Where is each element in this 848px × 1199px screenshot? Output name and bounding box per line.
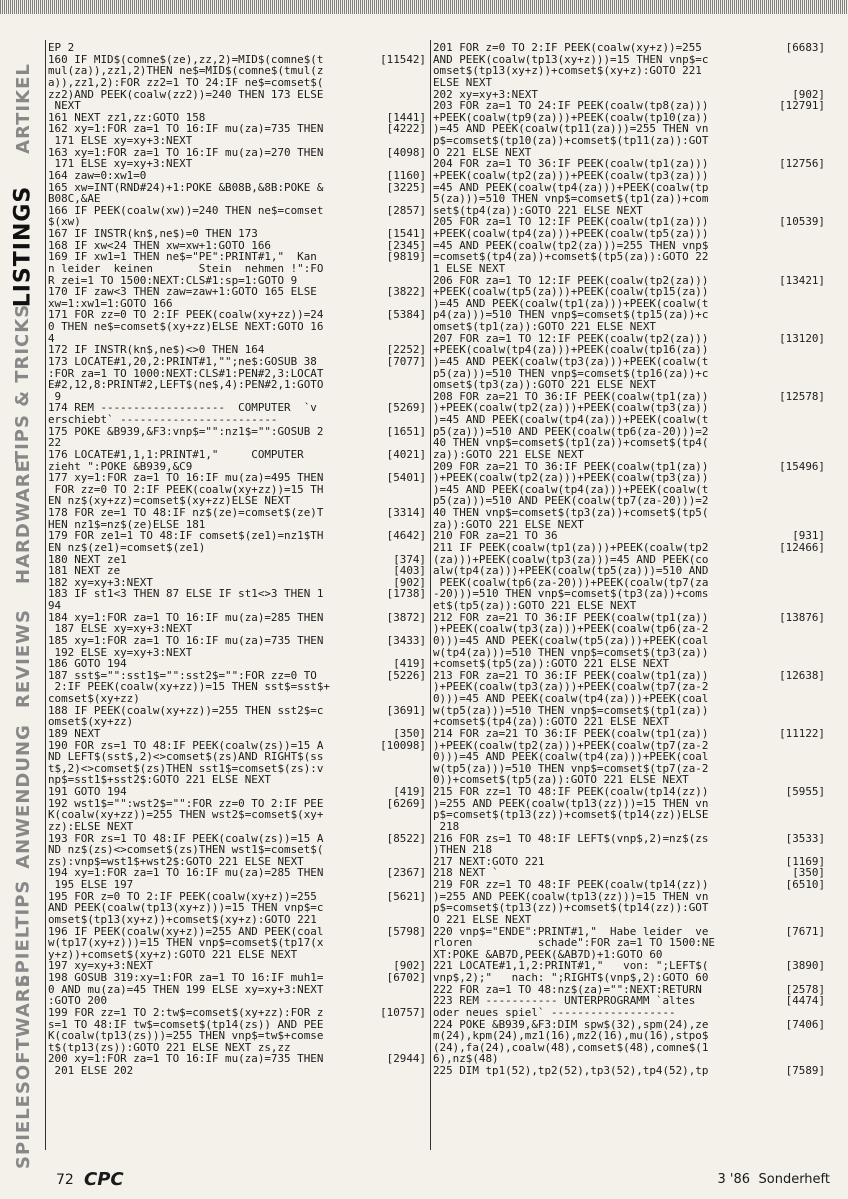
code-text: AND PEEK(coalw(tp13(xy+z)))=15 THEN vnp$=c [48,901,324,915]
code-line [48,426,426,438]
code-text: ELSE NEXT [433,75,493,89]
code-text: 171 FOR zz=0 TO 2:IF PEEK(coalw(xy+zz))=24 [48,308,324,322]
line-checksum: [902] [792,87,825,101]
code-text: )+PEEK(coalw(tp2(za)))+PEEK(coalw(tp3(za)) [433,471,709,485]
code-text: 179 FOR ze1=1 TO 48:IF comset$(ze1)=nz1$TH [48,529,324,543]
line-checksum: [5384] [386,308,426,322]
section-index [4,40,42,1169]
code-text: 192 ELSE xy=xy+3:NEXT [48,645,193,659]
code-text: omset$(tp13(xy+z))+comset$(xy+z):GOTO 221 [48,912,317,926]
column-divider-mid [430,40,431,1150]
code-text: 5(za)))=510 THEN vnp$=comset$(tp1(za))+com [433,192,709,206]
code-text: 223 REM ----------- UNTERPROGRAMM `altes [433,994,696,1008]
line-checksum: [7671] [785,924,825,938]
code-text: 164 zaw=0:xw1=0 [48,168,147,182]
code-text: m(24),kpm(24),mz1(16),mz2(16),mu(16),stpo$ [433,1029,709,1043]
code-text: 175 POKE &B939,&F3:vnp$="":nz1$="":GOSUB 2 [48,424,324,438]
code-text: 194 xy=1:FOR za=1 TO 16:IF mu(za)=285 THEN [48,866,324,880]
code-text: comset$(xy+zz) [48,692,140,705]
code-text: 222 FOR za=1 TO 48:nz$(za)="":NEXT:RETURN [433,982,702,996]
code-text: xw=1:xw1=1:GOTO 166 [48,296,173,310]
code-text: 169 IF xw1=1 THEN ne$="PE":PRINT#1," Kan [48,250,317,264]
line-checksum: [10098] [380,738,426,752]
line-checksum: [1541] [386,227,426,240]
code-text: PEEK(coalw(tp6(za-20)))+PEEK(coalw(tp7(za [433,575,709,589]
code-text: K(coalw(tp13(zs)))=255 THEN vnp$=tw$+comse [48,1029,324,1043]
code-text: 40 THEN vnp$=comset$(tp3(za))+comset$(tp5( [433,506,709,519]
code-text: 200 xy=1:FOR za=1 TO 16:IF mu(za)=735 THEN [48,1052,324,1066]
code-text: 209 FOR za=21 TO 36:IF PEEK(coalw(tp1(za)) [433,459,709,473]
line-checksum: [11122] [779,726,825,740]
code-text: 218 NEXT ` [433,866,499,880]
line-checksum: [419] [393,657,426,671]
code-text: 188 IF PEEK(coalw(xy+zz))=255 THEN sst2$=c [48,703,324,717]
code-text: 221 LOCATE#1,1,2:PRINT#1," von: ";LEFT$( [433,959,709,973]
code-text: zieht ":POKE &B939,&C9 [48,459,193,473]
line-checksum: [13120] [779,331,825,345]
line-checksum: [12756] [779,157,825,171]
code-text: 201 ELSE 202 [48,1064,134,1077]
column-divider-left [45,40,46,1150]
code-text: +PEEK(coalw(tp4(za)))+PEEK(coalw(tp5(za))) [433,227,709,240]
code-text: 176 LOCATE#1,1,1:PRINT#1," COMPUTER [48,447,304,461]
line-checksum: [902] [393,575,426,589]
code-text: 220 vnp$="ENDE":PRINT#1," Habe leider ve [433,924,709,938]
line-checksum: [6269] [386,796,426,810]
code-text: zz):ELSE NEXT [48,819,134,833]
code-text: )+PEEK(coalw(tp2(za)))+PEEK(coalw(tp7(za-2 [433,738,709,752]
line-checksum: [2944] [386,1052,426,1066]
code-line [48,205,426,217]
code-text: 196 IF PEEK(coalw(xy+z))=255 AND PEEK(coal [48,924,324,938]
section-tab [4,40,42,178]
code-text: 193 FOR zs=1 TO 48:IF PEEK(coalw(zs))=15 A [48,831,324,845]
listing-column-right [433,42,825,1077]
code-text: w(tp4(za)))=510 THEN vnp$=comset$(tp3(za)) [433,645,709,659]
line-checksum: [1169] [785,854,825,868]
line-checksum: [3872] [386,610,426,624]
code-text: 207 FOR za=1 TO 12:IF PEEK(coalw(tp2(za))) [433,331,709,345]
code-text: 170 IF zaw<3 THEN zaw=zaw+1:GOTO 165 ELSE [48,285,317,299]
line-checksum: [5621] [386,889,426,903]
code-text: 203 FOR za=1 TO 24:IF PEEK(coalw(tp8(za))) [433,99,709,113]
line-checksum: [1738] [386,587,426,601]
issue-label: 3 '86 [717,1172,750,1187]
line-checksum: [7589] [785,1064,825,1077]
code-text: $(xw) [48,215,81,229]
line-checksum: [1160] [386,168,426,182]
section-tab [4,453,42,591]
code-text: 202 xy=xy+3:NEXT [433,87,538,101]
code-text: 213 FOR za=21 TO 36:IF PEEK(coalw(tp1(za)) [433,668,709,682]
code-text: NEXT [48,99,81,113]
code-text: 0))+comset$(tp5(za)):GOTO 221 ELSE NEXT [433,773,689,787]
code-line [48,89,426,101]
code-text: :GOTO 200 [48,994,108,1008]
code-text: 189 NEXT [48,726,101,740]
listing-column-left [48,42,426,1077]
line-checksum: [2857] [386,203,426,217]
code-text: 94 [48,599,62,612]
code-text: )+PEEK(coalw(tp3(za)))+PEEK(coalw(tp7(za-2 [433,680,709,694]
section-tab-label: ANWENDUNG [12,723,34,869]
code-text: =comset$(tp4(za))+comset$(tp5(za)):GOTO 22 [433,250,709,264]
code-text: 217 NEXT:GOTO 221 [433,854,545,868]
section-tab [4,304,42,464]
code-text: 0)))=45 AND PEEK(coalw(tp5(za)))+PEEK(coal [433,633,709,647]
code-text: 214 FOR za=21 TO 36:IF PEEK(coalw(tp1(za)) [433,726,709,740]
code-text: EN nz$(xy+zz)=comset$(xy+zz)ELSE NEXT [48,494,291,508]
code-text: w(tp5(za)))=510 THEN vnp$=comset$(tp7(za-2 [433,761,709,775]
code-text: mul(za)),zz1,2)THEN ne$=MID$(comne$(tmul(z [48,64,324,78]
code-text: 191 GOTO 194 [48,785,127,798]
code-text: 225 DIM tp1(52),tp2(52),tp3(52),tp4(52),tp [433,1064,709,1077]
line-checksum: [12791] [779,99,825,113]
code-text: 198 GOSUB 319:xy=1:FOR za=1 TO 16:IF muh1= [48,971,324,984]
line-checksum: [12578] [779,389,825,403]
section-tab-label: LISTINGS [10,185,36,308]
code-text: 195 FOR z=0 TO 2:IF PEEK(coalw(xy+z))=255 [48,889,317,903]
code-text: +PEEK(coalw(tp5(za)))+PEEK(coalw(tp15(za)) [433,285,709,299]
code-text: 205 FOR za=1 TO 12:IF PEEK(coalw(tp1(za))) [433,215,709,229]
code-text: 181 NEXT ze [48,564,121,578]
code-text: vnp$,2);" nach: ";RIGHT$(vnp$,2):GOTO 60 [433,971,709,984]
code-text: 168 IF xw<24 THEN xw=xw+1:GOTO 166 [48,238,271,252]
code-text: B08C,&AE [48,192,101,206]
code-text: )=255 AND PEEK(coalw(tp13(zz)))=15 THEN vn [433,889,709,903]
code-text: 208 FOR za=21 TO 36:IF PEEK(coalw(tp1(za)) [433,389,709,403]
code-text: 215 FOR zz=1 TO 48:IF PEEK(coalw(tp14(zz)) [433,785,709,798]
section-tab-label: HARDWARE [12,458,34,584]
code-text: 161 NEXT zz1,zz:GOTO 158 [48,110,206,124]
code-text: y+z))+comset$(xy+z):GOTO 221 ELSE NEXT [48,947,298,961]
code-text: )=45 AND PEEK(coalw(tp4(za)))+PEEK(coalw(t [433,413,709,426]
code-text: p5(za)))=510 AND PEEK(coalw(tp6(za-20)))=2 [433,424,709,438]
line-checksum: [9819] [386,250,426,264]
line-checksum: [902] [393,959,426,973]
section-tab [4,723,42,869]
page-footer [48,1168,830,1192]
line-checksum: [5955] [785,785,825,798]
code-line [433,809,825,821]
line-checksum: [3691] [386,703,426,717]
code-text: 192 wst1$="":wst2$="":FOR zz=0 TO 2:IF PEE [48,796,324,810]
code-text: 1 ELSE NEXT [433,261,506,275]
code-text: )THEN 218 [433,843,493,857]
code-text: t$,2)<>comset$(zs)THEN sst1$=comset$(zs):v [48,761,324,775]
code-text: 187 ELSE xy=xy+3:NEXT [48,622,193,636]
code-line [433,1065,825,1077]
line-checksum: [3533] [785,831,825,845]
line-checksum: [6683] [785,41,825,54]
line-checksum: [4098] [386,145,426,159]
code-text: set$(tp4(za)):GOTO 221 ELSE NEXT [433,203,643,217]
code-text: 216 FOR zs=1 TO 48:IF LEFT$(vnp$,2)=nz$(zs [433,831,709,845]
code-text: O 221 ELSE NEXT [433,912,532,926]
code-text: 206 FOR za=1 TO 12:IF PEEK(coalw(tp2(za))) [433,273,709,287]
code-text: K(coalw(xy+zz))=255 THEN wst2$=comset$(xy+ [48,808,324,822]
code-text: 0 THEN ne$=comset$(xy+zz)ELSE NEXT:GOTO 16 [48,320,324,333]
line-checksum: [13421] [779,273,825,287]
code-text: E#2,12,8:PRINT#2,LEFT$(ne$,4):PEN#2,1:GOTO [48,378,324,392]
line-checksum: [5798] [386,924,426,938]
section-tab-label: TIPS & TRICKS [12,304,34,464]
code-text: 4 [48,331,55,345]
code-text: 172 IF INSTR(kn$,ne$)<>0 THEN 164 [48,343,265,357]
code-text: 218 [433,819,460,833]
section-tab-label: SPIELTIPS [12,879,34,988]
line-checksum: [403] [393,564,426,578]
code-text: +comset$(tp4(za)):GOTO 221 ELSE NEXT [433,715,670,729]
line-checksum: [1441] [386,110,426,124]
line-checksum: [5401] [386,471,426,485]
code-text: t$(tp13(zs)):GOTO 221 ELSE NEXT zs,zz [48,1040,291,1054]
code-text: 185 xy=1:FOR za=1 TO 16:IF mu(za)=735 THEN [48,633,324,647]
line-checksum: [4222] [386,122,426,136]
section-tab [4,590,42,728]
line-checksum: [15496] [779,459,825,473]
code-text: )=255 AND PEEK(coalw(tp13(zz)))=15 THEN vn [433,796,709,810]
code-text: rloren schade":FOR za=1 TO 1500:NE [433,936,715,950]
code-text: 160 IF MID$(comne$(ze),zz,2)=MID$(comne$(t [48,52,324,66]
code-text: za)):GOTO 221 ELSE NEXT [433,517,584,531]
code-text: zs):vnp$=wst1$+wst2$:GOTO 221 ELSE NEXT [48,854,304,868]
line-checksum: [4642] [386,529,426,543]
code-text: p$=comset$(tp10(za))+comset$(tp11(za)):GOT [433,134,709,147]
code-text: 204 FOR za=1 TO 36:IF PEEK(coalw(tp1(za))) [433,157,709,171]
code-text: omset$(tp13(xy+z))+comset$(xy+z):GOTO 221 [433,64,702,78]
code-line [48,321,426,333]
code-text: )=45 AND PEEK(coalw(tp11(za)))=255 THEN vn [433,122,709,136]
code-text: za)):GOTO 221 ELSE NEXT [433,447,584,461]
code-text: p$=comset$(tp13(zz))+comset$(tp14(zz))ELSE [433,808,709,822]
line-checksum: [10757] [380,1005,426,1019]
code-text: =45 AND PEEK(coalw(tp2(za)))=255 THEN vnp$ [433,238,709,252]
code-line [48,716,426,728]
line-checksum: [8522] [386,831,426,845]
line-checksum: [4021] [386,447,426,461]
code-text: EN nz$(ze1)=comset$(ze1) [48,540,206,554]
code-text: FOR zz=0 TO 2:IF PEEK(coalw(xy+zz))=15 TH [48,482,324,496]
code-text: omset$(xy+zz) [48,715,134,729]
code-text: 211 IF PEEK(coalw(tp1(za)))+PEEK(coalw(tp2 [433,540,709,554]
code-text: )+PEEK(coalw(tp2(za)))+PEEK(coalw(tp3(za)) [433,401,709,415]
code-text: 224 POKE &B939,&F3:DIM spw$(32),spm(24),ze [433,1017,709,1031]
code-line [48,588,426,600]
code-text: 165 xw=INT(RND#24)+1:POKE &B08B,&8B:POKE & [48,180,324,194]
code-text: 182 xy=xy+3:NEXT [48,575,153,589]
code-text: 178 FOR ze=1 TO 48:IF nz$(ze)=comset$(ze)T [48,506,324,519]
code-text: 219 FOR zz=1 TO 48:IF PEEK(coalw(tp14(zz)) [433,878,709,891]
code-text: 210 FOR za=21 TO 36 [433,529,558,543]
line-checksum: [6510] [785,878,825,891]
code-text: w(tp5(za)))=510 THEN vnp$=comset$(tp1(za)) [433,703,709,717]
code-text: +PEEK(coalw(tp2(za)))+PEEK(coalw(tp3(za))) [433,168,709,182]
code-text: 0 AND mu(za)=45 THEN 199 ELSE xy=xy+3:NEXT [48,982,324,996]
code-text: EP 2 [48,41,75,54]
section-tab-label: REVIEWS [12,609,34,709]
code-text: XT:POKE &AB7D,PEEK(&AB7D)+1:GOTO 60 [433,947,663,961]
line-checksum: [3225] [386,180,426,194]
line-checksum: [931] [792,529,825,543]
line-checksum: [3314] [386,506,426,519]
code-text: oder neues spiel` ------------------- [433,1005,676,1019]
code-text: =45 AND PEEK(coalw(tp4(za)))+PEEK(coalw(tp [433,180,709,194]
code-text: 22 [48,436,62,450]
line-checksum: [350] [393,726,426,740]
code-text: 0)))=45 AND PEEK(coalw(tp4(za)))+PEEK(coal [433,750,709,764]
code-text: 199 FOR zz=1 TO 2:tw$=comset$(xy+zz):FOR z [48,1005,324,1019]
line-checksum: [12466] [779,540,825,554]
line-checksum: [5269] [386,401,426,415]
line-checksum: [2252] [386,343,426,357]
line-checksum: [3890] [785,959,825,973]
line-checksum: [2345] [386,238,426,252]
line-checksum: [4474] [785,994,825,1008]
section-tab-label: SPIELESOFTWARE [12,973,34,1169]
line-checksum: [350] [792,866,825,880]
code-text: 6),nz$(48) [433,1052,499,1066]
code-text: n leider keinen Stein nehmen !":FO [48,261,324,275]
code-text: et$(tp5(za)):GOTO 221 ELSE NEXT [433,599,637,612]
code-text: O 221 ELSE NEXT [433,145,532,159]
code-text: 183 IF st1<3 THEN 87 ELSE IF st1<>3 THEN 1 [48,587,324,601]
code-text: zz2)AND PEEK(coalw(zz2))=240 THEN 173 ELSE [48,87,324,101]
code-text: 171 ELSE xy=xy+3:NEXT [48,157,193,171]
code-text: 187 sst$="":sst1$="":sst2$="":FOR zz=0 TO [48,668,317,682]
code-text: erschiebt` ------------------------ [48,413,278,426]
code-text: ND LEFT$(sst$,2)<>comset$(zs)AND RIGHT$(ss [48,750,324,764]
line-checksum: [2578] [785,982,825,996]
code-text: AND PEEK(coalw(tp13(xy+z)))=15 THEN vnp$=c [433,52,709,66]
code-text: 9 [48,389,62,403]
code-text: np$=sst1$+sst2$:GOTO 221 ELSE NEXT [48,773,271,787]
code-line [48,379,426,391]
code-text: +PEEK(coalw(tp4(za)))+PEEK(coalw(tp16(za)) [433,343,709,357]
code-text: +PEEK(coalw(tp9(za)))+PEEK(coalw(tp10(za)) [433,110,709,124]
line-checksum: [13876] [779,610,825,624]
magazine-logo: CPC [84,1169,124,1190]
code-text: )+PEEK(coalw(tp3(za)))+PEEK(coalw(tp6(za-2 [433,622,709,636]
line-checksum: [7406] [785,1017,825,1031]
code-text: a)),zz1,2):FOR zz2=1 TO 24:IF ne$=comset$( [48,75,324,89]
code-text: )=45 AND PEEK(coalw(tp3(za)))+PEEK(coalw(t [433,354,709,368]
edition-label: Sonderheft [758,1172,830,1187]
code-text: 190 FOR zs=1 TO 48:IF PEEK(coalw(zs))=15 A [48,738,324,752]
line-checksum: [374] [393,552,426,566]
line-checksum: [419] [393,785,426,798]
code-text: 186 GOTO 194 [48,657,127,671]
code-text: R zei=1 TO 1500:NEXT:CLS#1:sp=1:GOTO 9 [48,273,298,287]
code-text: 162 xy=1:FOR za=1 TO 16:IF mu(za)=735 THEN [48,122,324,136]
code-text: 163 xy=1:FOR za=1 TO 16:IF mu(za)=270 THEN [48,145,324,159]
code-text: )=45 AND PEEK(coalw(tp1(za)))+PEEK(coalw(t [433,296,709,310]
code-text: 40 THEN vnp$=comset$(tp1(za))+comset$(tp4( [433,436,709,450]
code-text: 184 xy=1:FOR za=1 TO 16:IF mu(za)=285 THEN [48,610,324,624]
top-border [0,0,848,14]
line-checksum: [12638] [779,668,825,682]
code-text: p5(za)))=510 AND PEEK(coalw(tp7(za-20)))=2 [433,494,709,508]
code-line [48,182,426,194]
code-text: 195 ELSE 197 [48,878,134,891]
code-text: p4(za)))=510 THEN vnp$=comset$(tp15(za))+c [433,308,709,322]
line-checksum: [7077] [386,354,426,368]
line-checksum: [6702] [386,971,426,984]
code-text: 173 LOCATE#1,20,2:PRINT#1,"";ne$:GOSUB 38 [48,354,317,368]
code-text: (za)))+PEEK(coalw(tp3(za)))=45 AND PEEK(co [433,552,709,566]
code-text: ND nz$(zs)<>comset$(zs)THEN wst1$=comset$( [48,843,324,857]
code-text: 201 FOR z=0 TO 2:IF PEEK(coalw(xy+z))=255 [433,41,702,54]
code-text: omset$(tp3(za)):GOTO 221 ELSE NEXT [433,378,656,392]
code-text: -20)))=510 THEN vnp$=comset$(tp3(za))+coms [433,587,709,601]
code-text: HEN nz1$=nz$(ze)ELSE 181 [48,517,206,531]
line-checksum: [11542] [380,52,426,66]
line-checksum: [5226] [386,668,426,682]
code-text: w(tp17(xy+z)))=15 THEN vnp$=comset$(tp17(x [48,936,324,950]
code-text: omset$(tp1(za)):GOTO 221 ELSE NEXT [433,320,656,333]
code-text: p$=comset$(tp13(zz))+comset$(tp14(zz)):GOT [433,901,709,915]
code-text: :FOR za=1 TO 1000:NEXT:CLS#1:PEN#2,3:LOCAT [48,366,324,380]
code-text: 177 xy=1:FOR za=1 TO 16:IF mu(za)=495 THEN [48,471,324,485]
code-text: 166 IF PEEK(coalw(xw))=240 THEN ne$=comset [48,203,324,217]
code-text: 174 REM ------------------- COMPUTER `v [48,401,317,415]
code-text: p5(za)))=510 THEN vnp$=comset$(tp16(za))+c [433,366,709,380]
code-text: s=1 TO 48:IF tw$=comset$(tp14(zs)) AND PEE [48,1017,324,1031]
code-text: )=45 AND PEEK(coalw(tp4(za)))+PEEK(coalw(t [433,482,709,496]
line-checksum: [3433] [386,633,426,647]
page-number: 72 [56,1172,74,1188]
code-text: 212 FOR za=21 TO 36:IF PEEK(coalw(tp1(za)) [433,610,709,624]
code-text: 0)))=45 AND PEEK(coalw(tp4(za)))+PEEK(coal [433,692,709,705]
code-text: 171 ELSE xy=xy+3:NEXT [48,134,193,147]
code-text: +comset$(tp5(za)):GOTO 221 ELSE NEXT [433,657,670,671]
code-line [48,1065,426,1077]
code-text: 167 IF INSTR(kn$,ne$)=0 THEN 173 [48,227,258,240]
code-text: 2:IF PEEK(coalw(xy+zz))=15 THEN sst$=sst$+ [48,680,330,694]
section-tab [4,178,42,316]
line-checksum: [10539] [779,215,825,229]
line-checksum: [2367] [386,866,426,880]
line-checksum: [1651] [386,424,426,438]
section-tab-label: ARTIKEL [12,63,34,155]
code-text: 180 NEXT ze1 [48,552,127,566]
line-checksum: [3822] [386,285,426,299]
code-text: alw(tp4(za)))+PEEK(coalw(tp5(za)))=510 AND [433,564,709,578]
code-text: 197 xy=xy+3:NEXT [48,959,153,973]
section-tab [4,973,42,1169]
code-text: (24),fa(24),coalw(48),comset$(48),comne$(1 [433,1040,709,1054]
